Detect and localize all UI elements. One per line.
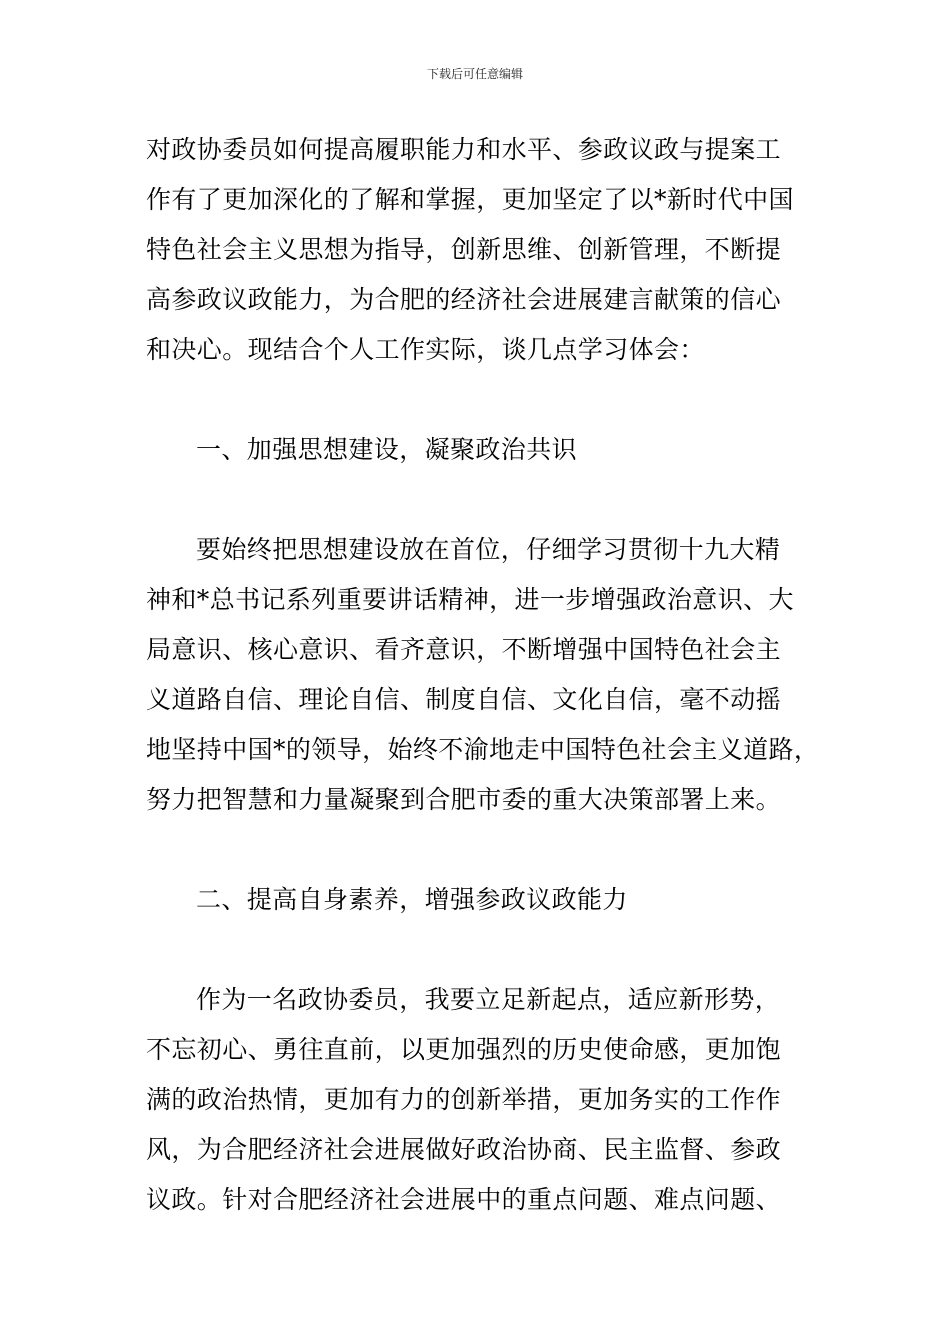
document-body [146, 125, 836, 1225]
paragraph-line: 对政协委员如何提高履职能力和水平、参政议政与提案工 [146, 135, 782, 164]
blank-line [146, 825, 836, 875]
section-heading-1: 一、加强思想建设，凝聚政治共识 [196, 435, 578, 464]
paragraph-line: 地坚持中国*的领导，始终不渝地走中国特色社会主义道路， [146, 735, 820, 764]
paragraph-line: 满的政治热情，更加有力的创新举措，更加务实的工作作 [146, 1085, 782, 1114]
paragraph-intro [146, 125, 836, 375]
paragraph-competence [146, 975, 836, 1225]
paragraph-line: 努力把智慧和力量凝聚到合肥市委的重大决策部署上来。 [146, 785, 782, 814]
paragraph-line: 议政。针对合肥经济社会进展中的重点问题、难点问题、 [146, 1185, 782, 1214]
paragraph-line: 特色社会主义思想为指导，创新思维、创新管理，不断提 [146, 235, 782, 264]
paragraph-ideology [146, 525, 836, 825]
section-heading-2: 二、提高自身素养，增强参政议政能力 [196, 885, 628, 914]
paragraph-line: 作有了更加深化的了解和掌握，更加坚定了以*新时代中国 [146, 185, 794, 214]
paragraph-line: 和决心。现结合个人工作实际，谈几点学习体会： [146, 335, 705, 364]
paragraph-line: 要始终把思想建设放在首位，仔细学习贯彻十九大精 [196, 535, 781, 564]
paragraph-line: 义道路自信、理论自信、制度自信、文化自信，毫不动摇 [146, 685, 782, 714]
paragraph-line: 作为一名政协委员，我要立足新起点，适应新形势， [196, 985, 781, 1014]
paragraph-line: 不忘初心、勇往直前，以更加强烈的历史使命感，更加饱 [146, 1035, 782, 1064]
paragraph-line: 高参政议政能力，为合肥的经济社会进展建言献策的信心 [146, 285, 782, 314]
blank-line [146, 475, 836, 525]
blank-line [146, 925, 836, 975]
paragraph-line: 风，为合肥经济社会进展做好政治协商、民主监督、参政 [146, 1135, 782, 1164]
paragraph-line: 局意识、核心意识、看齐意识，不断增强中国特色社会主 [146, 635, 782, 664]
page-header: 下载后可任意编辑 [426, 67, 523, 81]
paragraph-line: 神和*总书记系列重要讲话精神，进一步增强政治意识、大 [146, 585, 794, 614]
blank-line [146, 375, 836, 425]
